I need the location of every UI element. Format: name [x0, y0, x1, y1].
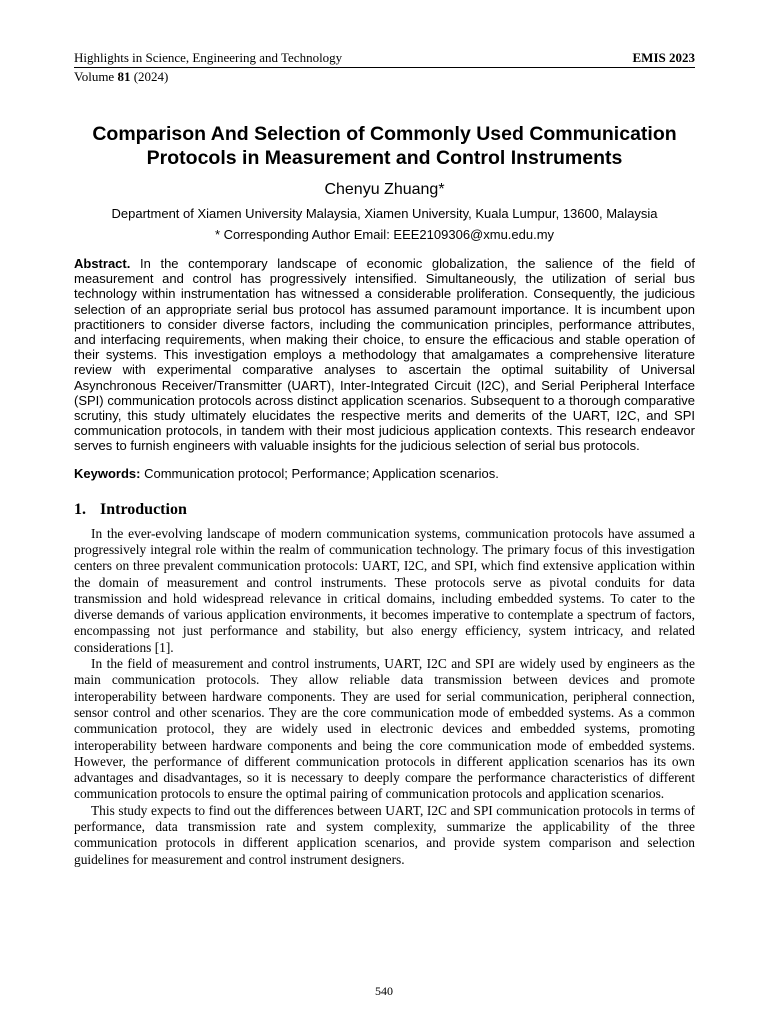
corresponding-email: * Corresponding Author Email: EEE2109306@xmu.edu.my — [214, 227, 555, 242]
conference-name: EMIS 2023 — [632, 50, 695, 65]
title-line-2: Protocols in Measurement and Control Instruments — [146, 147, 623, 169]
affiliation: Department of Xiamen University Malaysia, Xiamen University, Kuala Lumpur, 13600, Malaysia — [111, 206, 658, 221]
volume-number: 81 — [117, 69, 131, 84]
header-rule — [74, 67, 695, 68]
volume-year: (2024) — [130, 69, 169, 84]
paper-page — [74, 50, 695, 868]
paper-title — [74, 122, 695, 170]
volume-line — [74, 69, 695, 84]
page-number: 540 — [375, 984, 393, 998]
section-body — [74, 526, 695, 868]
keywords-label: Keywords: — [74, 465, 141, 481]
author-name: Chenyu Zhuang* — [324, 181, 445, 198]
abstract-text: In the contemporary landscape of economic globalization, the salience of the field of measurement and control has progressively intensified. Simultaneously, the utilization of serial bus technology within instrumentation has witnessed a considerable proliferation. Consequently, the judicious selection of an appropriate serial bus protocol has assumed paramount importance. It is incumbent upon practitioners to consider diverse factors, including the communication principles, performance attributes, and interfacing requirements, when making their choice, to ensure the efficacious and stable operation of their systems. This investigation employs a methodology that amalgamates a comprehensive literature review with experimental comparative analyses to ascertain the optimal suitability of Universal Asynchronous Receiver/Transmitter (UART), Inter-Integrated Circuit (I2C), and Serial Peripheral Interface (SPI) communication protocols across distinct application scenarios. Subsequent to a thorough comparative scrutiny, this study ultimately elucidates the respective merits and demerits of the UART, I2C, and SPI communication protocols, in tandem with their most judicious application contexts. This research endeavor serves to furnish engineers with valuable insights for the judicious selection of serial bus protocols. — [74, 256, 695, 454]
keywords-text: Communication protocol; Performance; Application scenarios. — [140, 465, 499, 481]
section-number: 1. — [74, 500, 86, 518]
title-line-1: Comparison And Selection of Commonly Used Communication — [92, 123, 677, 145]
keywords — [74, 466, 695, 482]
section-title: Introduction — [100, 500, 187, 518]
running-header — [74, 50, 695, 84]
paragraph: In the ever-evolving landscape of modern communication systems, communication protocols have assumed a progressively integral role within the realm of communication technology. The primary focus of this investigation centers on three prevalent communication protocols: UART, I2C, and SPI, which find extensive application within the domain of measurement and control instruments. These protocols serve as pivotal conduits for data transmission and hold widespread relevance in critical domains, including embedded systems. To cater to the diverse demands of various application environments, it becomes imperative to contemplate a spectrum of factors, encompassing not just performance and stability, but also energy efficiency, system intricacy, and related considerations [1]. — [74, 525, 695, 655]
paragraph: In the field of measurement and control instruments, UART, I2C and SPI are widely used by engineers as the main communication protocols. They allow reliable data transmission between devices and promote interoperability between hardware components. They are used for serial communication, peripheral connection, sensor control and other scenarios. They are the core communication mode of embedded systems. As a common communication protocol, they are widely used in electronic devices and embedded systems, promoting interoperability between hardware components and being the core communication mode of embedded systems. However, the performance of different communication protocols in different application scenarios has its own advantages and disadvantages, so it is necessary to deeply compare the performance characteristics of different communication protocols to ensure the optimal pairing of communication protocols and application scenarios. — [74, 656, 695, 802]
section-heading — [74, 500, 695, 520]
abstract-label: Abstract. — [74, 256, 131, 271]
volume-prefix: Volume — [74, 69, 118, 84]
paragraph: This study expects to find out the differences between UART, I2C and SPI communication protocols in terms of performance, data transmission rate and system complexity, summarize the applicability of the three communication protocols in different application scenarios, and provide system comparison and selection guidelines for measurement and control instrument designers. — [74, 802, 695, 867]
journal-name: Highlights in Science, Engineering and Technology — [74, 50, 343, 65]
abstract — [74, 256, 695, 454]
